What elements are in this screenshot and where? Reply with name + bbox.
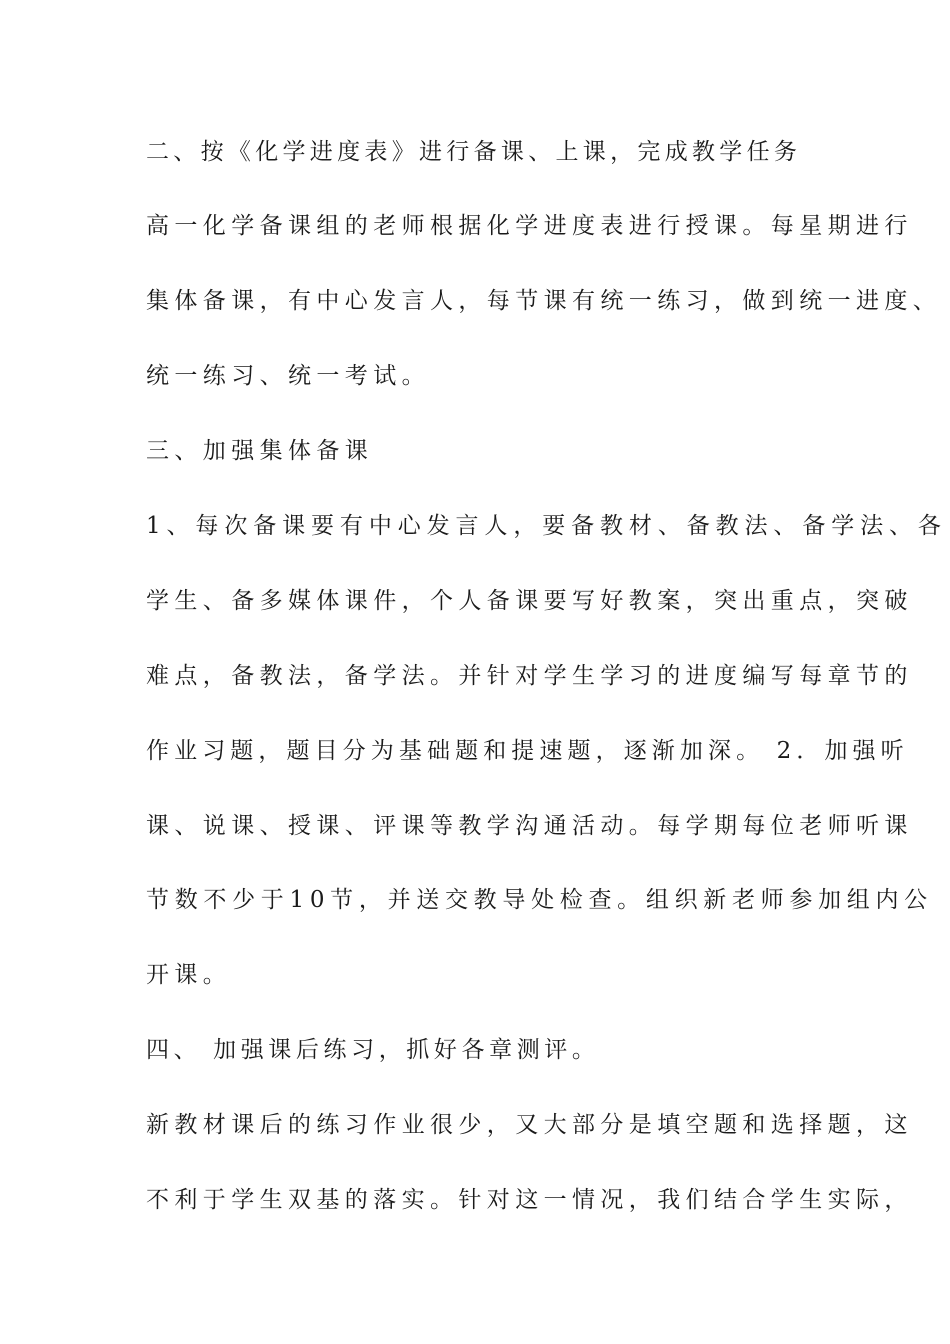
body-line: 统一练习、统一考试。: [146, 363, 430, 389]
body-line: 节数不少于10节，并送交教导处检查。组织新老师参加组内公: [146, 887, 933, 913]
section-heading-4: 四、 加强课后练习，抓好各章测评。: [146, 1037, 600, 1063]
section-heading-2: 二、按《化学进度表》进行备课、上课，完成教学任务: [146, 139, 802, 165]
body-line: 作业习题，题目分为基础题和提速题，逐渐加深。 2．加强听: [146, 738, 909, 764]
body-line: 难点，备教法，备学法。并针对学生学习的进度编写每章节的: [146, 663, 913, 689]
body-line: 新教材课后的练习作业很少，又大部分是填空题和选择题，这: [146, 1112, 913, 1138]
body-line: 开课。: [146, 962, 232, 988]
body-line: 学生、备多媒体课件，个人备课要写好教案，突出重点，突破: [146, 588, 913, 614]
body-line: 1、每次备课要有中心发言人，要备教材、备教法、备学法、各: [146, 513, 947, 539]
body-line: 课、说课、授课、评课等教学沟通活动。每学期每位老师听课: [146, 813, 913, 839]
body-line: 高一化学备课组的老师根据化学进度表进行授课。每星期进行: [146, 213, 913, 239]
body-line: 集体备课，有中心发言人，每节课有统一练习，做到统一进度、: [146, 288, 942, 314]
body-line: 不利于学生双基的落实。针对这一情况，我们结合学生实际，: [146, 1187, 913, 1213]
section-heading-3: 三、加强集体备课: [146, 438, 374, 464]
